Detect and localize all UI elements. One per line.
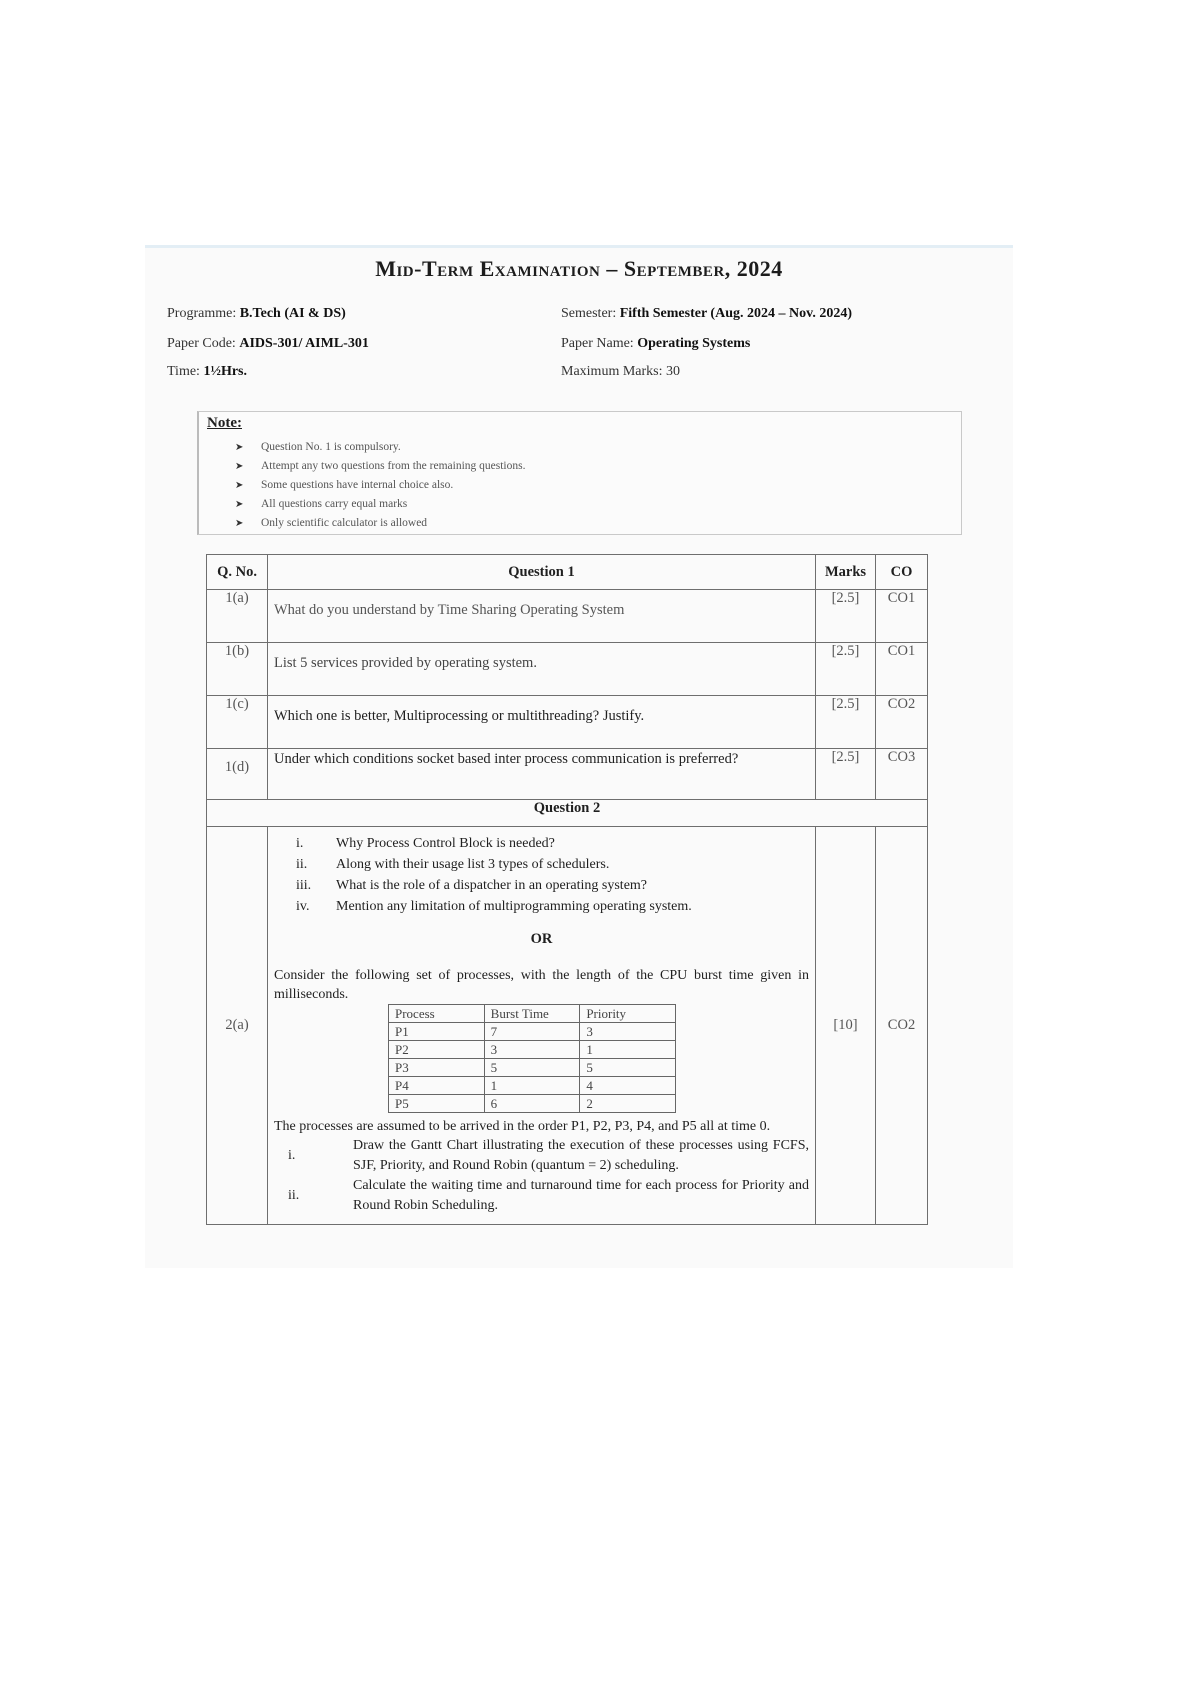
burst-time: 3 xyxy=(484,1041,580,1059)
priority: 3 xyxy=(580,1023,676,1041)
burst-time: 7 xyxy=(484,1023,580,1041)
item-number: ii. xyxy=(296,857,308,872)
item-text: What is the role of a dispatcher in an operating system? xyxy=(336,878,648,893)
paper-code-line xyxy=(167,336,369,352)
list-item xyxy=(296,854,809,875)
note-item xyxy=(235,514,525,533)
process-id: P3 xyxy=(389,1059,485,1077)
header-qno: Q. No. xyxy=(207,555,268,590)
question-marks: [2.5] xyxy=(816,749,876,800)
process-id: P2 xyxy=(389,1041,485,1059)
note-item xyxy=(235,495,525,514)
note-title: Note: xyxy=(207,415,242,431)
max-marks-value: 30 xyxy=(666,364,680,379)
arrow-bullet-icon: ➤ xyxy=(235,499,244,510)
question-text: Which one is better, Multiprocessing or multithreading? Justify. xyxy=(268,696,816,749)
item-text: Along with their usage list 3 types of schedulers. xyxy=(336,857,610,872)
paper-code-label: Paper Code: xyxy=(167,336,236,351)
list-item xyxy=(296,896,809,917)
note-box xyxy=(197,411,962,535)
arrow-bullet-icon: ➤ xyxy=(235,480,244,491)
question-marks: [2.5] xyxy=(816,696,876,749)
process-id: P1 xyxy=(389,1023,485,1041)
subpart-text: Calculate the waiting time and turnaround time for each process for Priority and Round Robin Scheduling. xyxy=(353,1178,809,1213)
paper-name-value: Operating Systems xyxy=(637,336,751,351)
item-text: Why Process Control Block is needed? xyxy=(336,836,555,851)
priority-header: Priority xyxy=(580,1005,676,1023)
subpart-text: Draw the Gantt Chart illustrating the execution of these processes using FCFS, SJF, Priority, and Round Robin (quantum = 2) scheduling. xyxy=(353,1138,809,1173)
question-number: 1(a) xyxy=(207,590,268,643)
semester-line xyxy=(561,306,852,322)
programme-value: B.Tech (AI & DS) xyxy=(239,306,346,321)
question-marks: [2.5] xyxy=(816,590,876,643)
time-value: 1½Hrs. xyxy=(203,364,248,379)
paper-name-label: Paper Name: xyxy=(561,336,634,351)
subpart-number: ii. xyxy=(288,1188,300,1203)
table-row xyxy=(207,643,928,696)
burst-header: Burst Time xyxy=(484,1005,580,1023)
time-line xyxy=(167,364,247,380)
priority: 1 xyxy=(580,1041,676,1059)
question-2-header-row xyxy=(207,800,928,827)
subpart-number: i. xyxy=(288,1148,296,1163)
list-item xyxy=(296,875,809,896)
question-co: CO1 xyxy=(876,643,928,696)
exam-paper-scan xyxy=(145,245,1013,1268)
question-number: 1(c) xyxy=(207,696,268,749)
subpart xyxy=(288,1136,809,1176)
process-row xyxy=(389,1095,676,1113)
table-row xyxy=(207,827,928,1225)
header-question-1: Question 1 xyxy=(268,555,816,590)
question-marks: [10] xyxy=(816,827,876,1225)
note-list xyxy=(235,438,525,533)
priority: 4 xyxy=(580,1077,676,1095)
exam-title: Mid-Term Examination – September, 2024 xyxy=(375,256,783,281)
max-marks-line xyxy=(561,364,680,380)
process-row xyxy=(389,1059,676,1077)
question-number: 1(b) xyxy=(207,643,268,696)
burst-time: 5 xyxy=(484,1059,580,1077)
programme-label: Programme: xyxy=(167,306,237,321)
question-co: CO1 xyxy=(876,590,928,643)
max-marks-label: Maximum Marks: xyxy=(561,364,663,379)
semester-value: Fifth Semester (Aug. 2024 – Nov. 2024) xyxy=(619,306,852,321)
note-item-text: Question No. 1 is compulsory. xyxy=(261,441,401,453)
list-item xyxy=(296,833,809,854)
process-table-header xyxy=(389,1005,676,1023)
question-number: 1(d) xyxy=(207,749,268,800)
header-marks: Marks xyxy=(816,555,876,590)
process-row xyxy=(389,1041,676,1059)
table-row xyxy=(207,749,928,800)
subpart xyxy=(288,1176,809,1216)
table-row xyxy=(207,696,928,749)
time-label: Time: xyxy=(167,364,200,379)
or-divider: OR xyxy=(530,931,553,947)
arrow-bullet-icon: ➤ xyxy=(235,442,244,453)
question-text: Under which conditions socket based inter process communication is preferred? xyxy=(268,749,816,800)
note-item xyxy=(235,438,525,457)
process-intro: Consider the following set of processes, with the length of the CPU burst time given in milliseconds. xyxy=(274,968,809,1002)
process-row xyxy=(389,1023,676,1041)
process-id: P5 xyxy=(389,1095,485,1113)
part-list xyxy=(296,833,809,917)
priority: 2 xyxy=(580,1095,676,1113)
question-text: What do you understand by Time Sharing Operating System xyxy=(268,590,816,643)
question-number: 2(a) xyxy=(207,827,268,1225)
question-2-title: Question 2 xyxy=(207,800,928,827)
item-text: Mention any limitation of multiprogramming operating system. xyxy=(336,899,692,914)
question-marks: [2.5] xyxy=(816,643,876,696)
item-number: iii. xyxy=(296,878,312,893)
priority: 5 xyxy=(580,1059,676,1077)
table-row xyxy=(207,590,928,643)
note-item-text: Only scientific calculator is allowed xyxy=(261,517,428,529)
question-co: CO2 xyxy=(876,696,928,749)
arrow-bullet-icon: ➤ xyxy=(235,461,244,472)
question-2a-content xyxy=(268,827,816,1225)
semester-label: Semester: xyxy=(561,306,617,321)
question-text: List 5 services provided by operating system. xyxy=(268,643,816,696)
process-id: P4 xyxy=(389,1077,485,1095)
note-item-text: Attempt any two questions from the remaining questions. xyxy=(261,460,526,472)
paper-name-line xyxy=(561,336,750,352)
process-header: Process xyxy=(389,1005,485,1023)
item-number: iv. xyxy=(296,899,310,914)
arrival-note: The processes are assumed to be arrived in the order P1, P2, P3, P4, and P5 all at time 0. xyxy=(274,1119,771,1134)
paper-code-value: AIDS-301/ AIML-301 xyxy=(239,336,369,351)
header-co: CO xyxy=(876,555,928,590)
note-item xyxy=(235,457,525,476)
process-table xyxy=(388,1004,676,1113)
process-row xyxy=(389,1077,676,1095)
item-number: i. xyxy=(296,836,304,851)
question-table xyxy=(206,554,928,1225)
programme-line xyxy=(167,306,346,322)
table-header-row xyxy=(207,555,928,590)
note-item xyxy=(235,476,525,495)
burst-time: 1 xyxy=(484,1077,580,1095)
question-co: CO3 xyxy=(876,749,928,800)
question-co: CO2 xyxy=(876,827,928,1225)
arrow-bullet-icon: ➤ xyxy=(235,518,244,529)
note-item-text: Some questions have internal choice also. xyxy=(261,479,454,491)
burst-time: 6 xyxy=(484,1095,580,1113)
note-item-text: All questions carry equal marks xyxy=(261,498,408,510)
